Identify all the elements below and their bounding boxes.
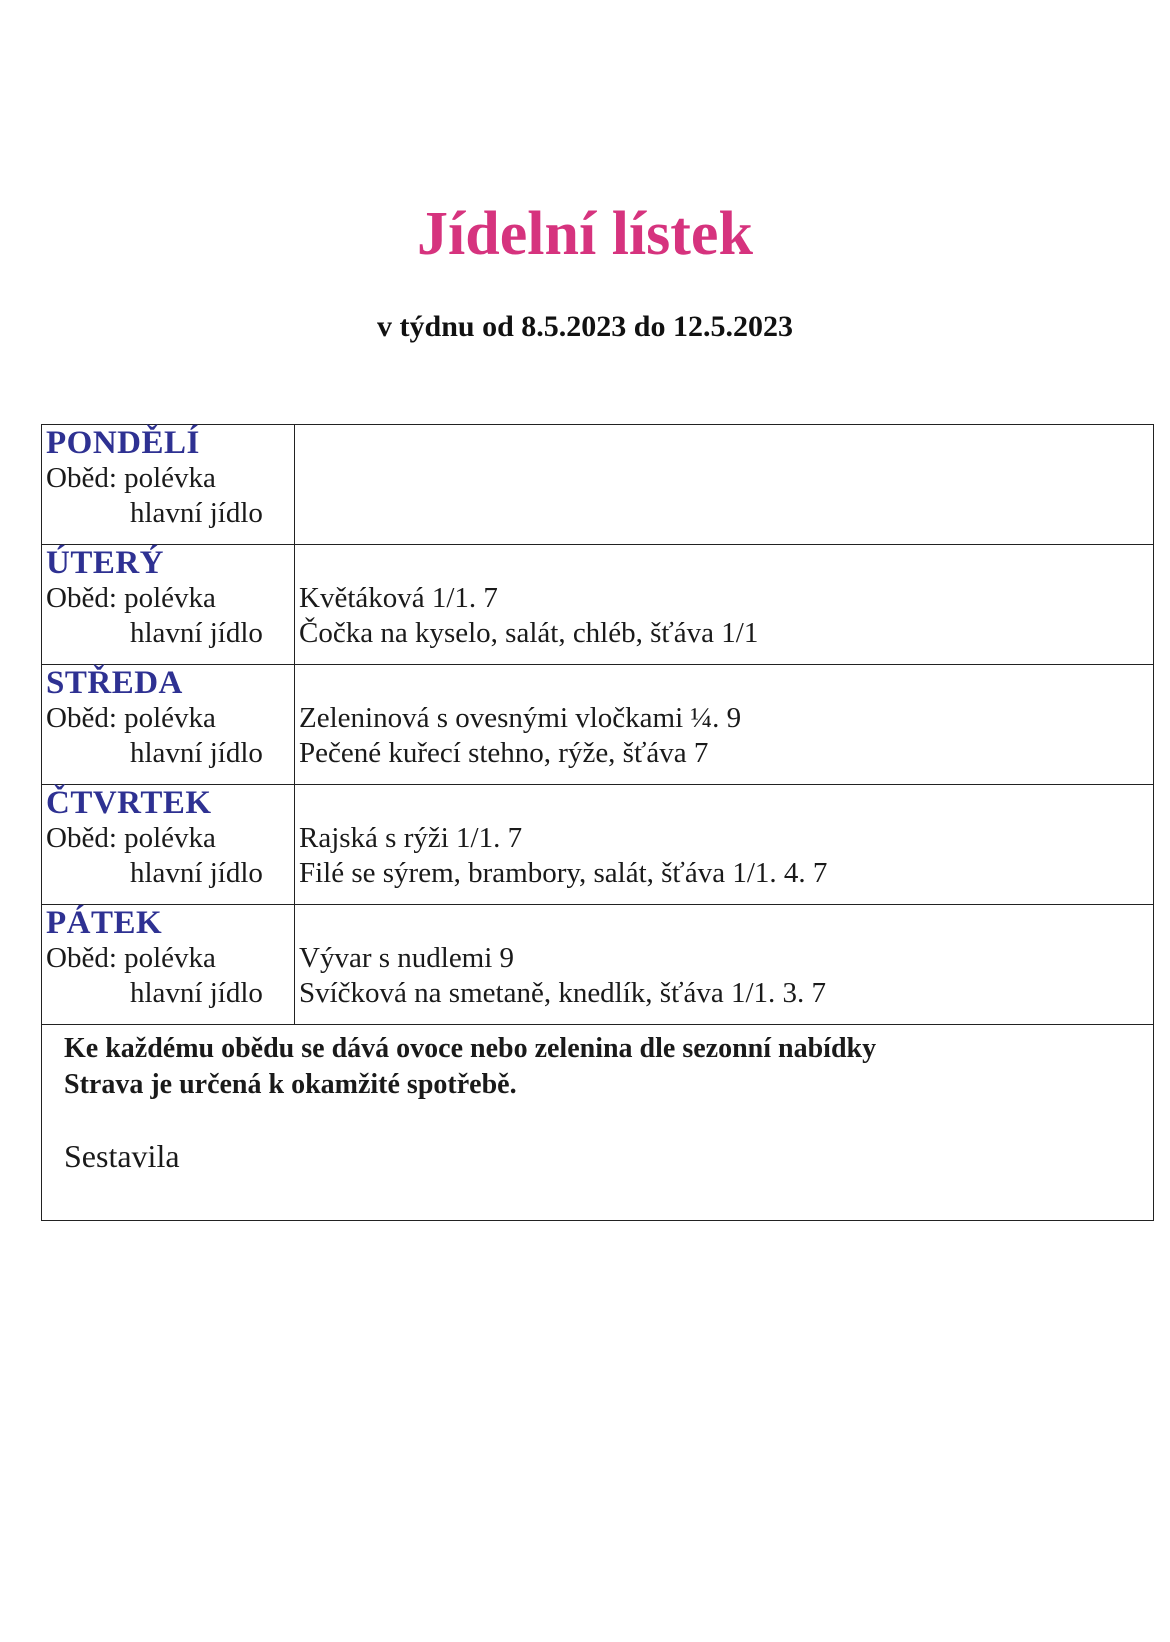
main-dish-value: Pečené kuřecí stehno, rýže, šťáva 7 (299, 737, 709, 769)
soup-label: Oběd: polévka (46, 582, 216, 614)
soup-value: Vývar s nudlemi 9 (299, 942, 515, 974)
main-dish-label: hlavní jídlo (130, 857, 263, 889)
main-dish-label: hlavní jídlo (130, 617, 263, 649)
day-row-wednesday (42, 665, 1154, 785)
day-label-cell (42, 785, 295, 905)
soup-value: Květáková 1/1. 7 (299, 582, 498, 614)
menu-title: Jídelní lístek (417, 200, 753, 268)
soup-label: Oběd: polévka (46, 462, 216, 494)
day-label-cell (42, 665, 295, 785)
footer-row (42, 1025, 1154, 1221)
day-name: PONDĚLÍ (46, 425, 200, 461)
main-dish-label: hlavní jídlo (130, 497, 263, 529)
compiled-by: Sestavila (64, 1138, 180, 1174)
main-dish-value: Čočka na kyselo, salát, chléb, šťáva 1/1 (299, 617, 759, 649)
day-label-cell (42, 425, 295, 545)
menu-table (41, 424, 1154, 1221)
day-food-cell (295, 785, 1154, 905)
day-row-tuesday (42, 545, 1154, 665)
day-food-cell (295, 905, 1154, 1025)
soup-label: Oběd: polévka (46, 822, 216, 854)
main-dish-value: Filé se sýrem, brambory, salát, šťáva 1/1. 4. 7 (299, 857, 828, 889)
footer-cell (42, 1025, 1154, 1221)
day-name: PÁTEK (46, 905, 163, 941)
day-food-cell (295, 545, 1154, 665)
soup-label: Oběd: polévka (46, 702, 216, 734)
day-name: ČTVRTEK (46, 785, 212, 821)
consumption-note: Strava je určená k okamžité spotřebě. (64, 1069, 517, 1100)
soup-value: Rajská s rýži 1/1. 7 (299, 822, 523, 854)
soup-value: Zeleninová s ovesnými vločkami ¼. 9 (299, 702, 742, 734)
day-row-friday (42, 905, 1154, 1025)
fruit-note: Ke každému obědu se dává ovoce nebo zelenina dle sezonní nabídky (64, 1033, 877, 1064)
day-label-cell (42, 545, 295, 665)
week-range: v týdnu od 8.5.2023 do 12.5.2023 (377, 310, 793, 343)
day-food-cell (295, 425, 1154, 545)
main-dish-label: hlavní jídlo (130, 737, 263, 769)
day-label-cell (42, 905, 295, 1025)
day-name: ÚTERÝ (46, 545, 165, 581)
day-row-thursday (42, 785, 1154, 905)
day-food-cell (295, 665, 1154, 785)
day-row-monday (42, 425, 1154, 545)
main-dish-value: Svíčková na smetaně, knedlík, šťáva 1/1. 3. 7 (299, 977, 827, 1009)
soup-label: Oběd: polévka (46, 942, 216, 974)
main-dish-label: hlavní jídlo (130, 977, 263, 1009)
day-name: STŘEDA (46, 665, 183, 701)
